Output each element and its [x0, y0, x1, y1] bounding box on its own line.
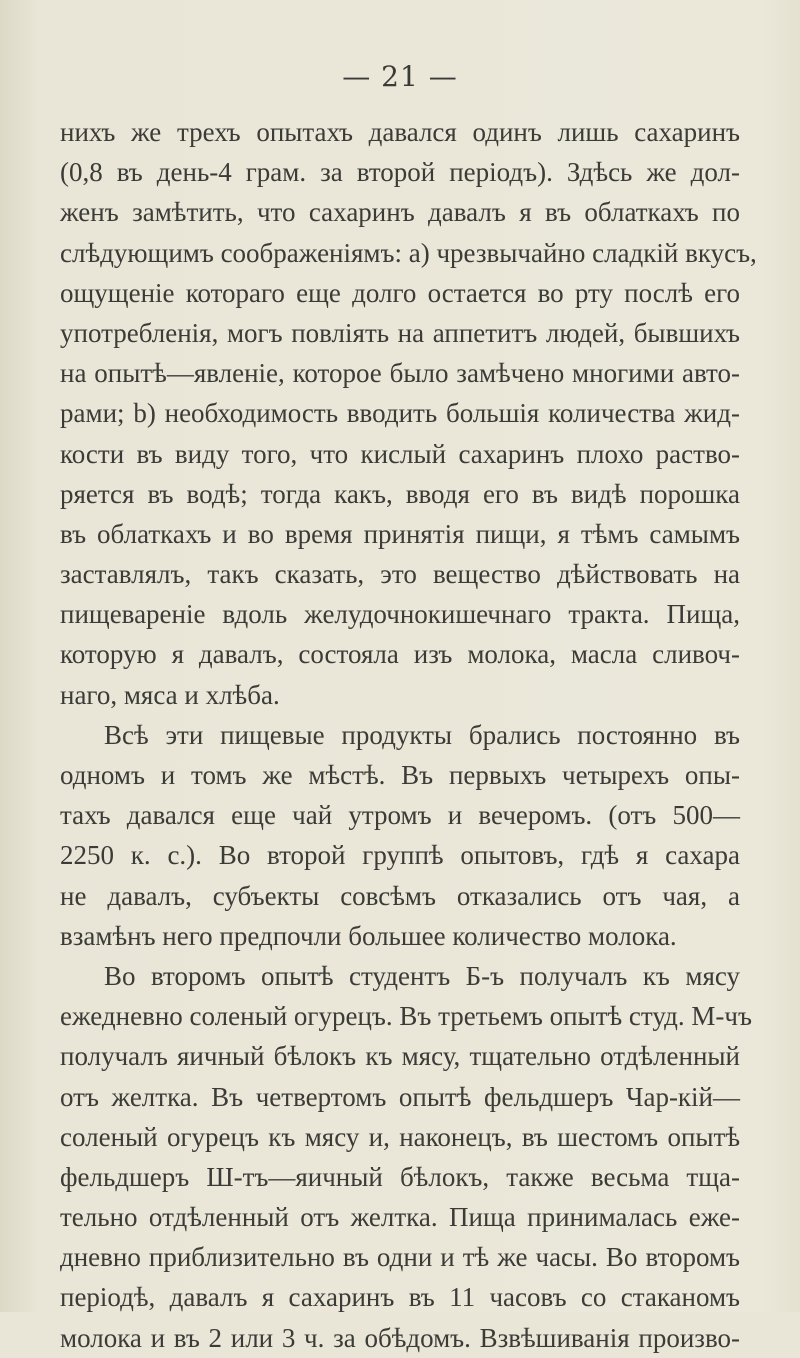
- text-line: женъ замѣтить, что сахаринъ давалъ я въ облаткахъ по: [60, 197, 740, 228]
- text-line: наго, мяса и хлѣба.: [60, 679, 280, 710]
- text-line: которую я давалъ, состояла изъ молока, масла сливоч-: [60, 639, 740, 670]
- text-line: фельдшеръ Ш-тъ—яичный бѣлокъ, также весьма тща-: [60, 1161, 740, 1192]
- text-line: молока и въ 2 или 3 ч. за обѣдомъ. Взвѣшиванія произво-: [60, 1322, 740, 1353]
- text-line: взамѣнъ него предпочли большее количество молока.: [60, 920, 677, 951]
- text-line: въ облаткахъ и во время принятія пищи, я тѣмъ самымъ: [60, 518, 740, 549]
- text-line: не давалъ, субъекты совсѣмъ отказались отъ чая, а: [60, 880, 740, 911]
- text-line: заставлялъ, такъ сказать, это вещество дѣйствовать на: [60, 559, 740, 590]
- text-line: ощущеніе котораго еще долго остается во рту послѣ его: [60, 277, 740, 308]
- text-line: одномъ и томъ же мѣстѣ. Въ первыхъ четырехъ опы-: [60, 760, 740, 790]
- text-line: получалъ яичный бѣлокъ къ мясу, тщательно отдѣленный: [60, 1041, 740, 1072]
- text-line: нихъ же трехъ опытахъ давался одинъ лишь сахаринъ: [60, 117, 740, 147]
- text-line: употребленія, могъ повліять на аппетитъ людей, бывшихъ: [60, 317, 740, 348]
- page-number: — 21 —: [342, 60, 458, 93]
- text-line: (0,8 въ день-4 грам. за второй періодъ). Здѣсь же дол-: [60, 157, 740, 188]
- text-line: Всѣ эти пищевые продукты брались постоянно въ: [104, 719, 740, 750]
- text-line: ряется въ водѣ; тогда какъ, вводя его въ видѣ порошка: [60, 478, 740, 509]
- text-line: 2250 к. с.). Во второй группѣ опытовъ, гдѣ я сахара: [60, 840, 740, 871]
- text-line: слѣдующимъ соображеніямъ: а) чрезвычайно сладкій вкусъ,: [60, 237, 757, 268]
- body-text: [60, 112, 757, 1358]
- text-line: тахъ давался еще чай утромъ и вечеромъ. (отъ 500—: [60, 800, 740, 831]
- text-line: періодѣ, давалъ я сахаринъ въ 11 часовъ со стаканомъ: [60, 1282, 740, 1313]
- text-line: соленый огурецъ къ мясу и, наконецъ, въ шестомъ опытѣ: [60, 1121, 740, 1152]
- text-line: тельно отдѣленный отъ желтка. Пища принималась еже-: [60, 1202, 740, 1233]
- text-line: на опытѣ—явленіе, которое было замѣчено многими авто-: [60, 358, 740, 389]
- text-line: рами; b) необходимость вводить большія количества жид-: [60, 398, 740, 429]
- text-line: отъ желтка. Въ четвертомъ опытѣ фельдшеръ Чар-кій—: [60, 1081, 740, 1112]
- text-line: Во второмъ опытѣ студентъ Б-ъ получалъ къ мясу: [104, 960, 740, 991]
- text-line: дневно приблизительно въ одни и тѣ же часы. Во второмъ: [60, 1242, 740, 1273]
- text-line: ежедневно соленый огурецъ. Въ третьемъ опытѣ студ. М-чъ: [60, 1001, 752, 1032]
- text-line: пищевареніе вдоль желудочнокишечнаго тракта. Пища,: [60, 599, 740, 630]
- text-line: кости въ виду того, что кислый сахаринъ плохо раство-: [60, 438, 740, 469]
